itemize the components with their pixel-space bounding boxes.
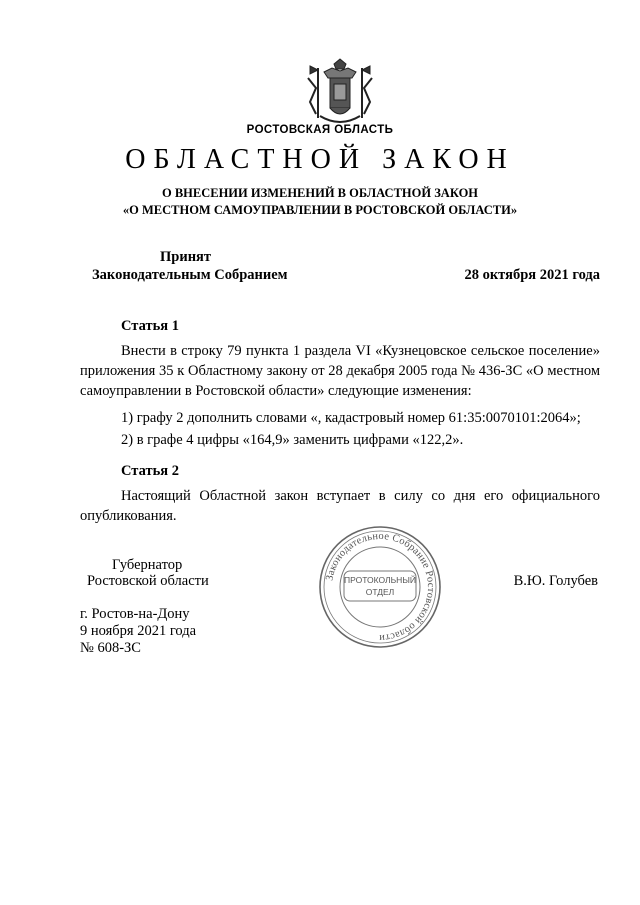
official-stamp xyxy=(316,523,444,651)
document-type-title: ОБЛАСТНОЙ ЗАКОН xyxy=(125,144,515,175)
article-1-heading: Статья 1 xyxy=(121,318,179,334)
stamp-center-line-2: ОТДЕЛ xyxy=(365,587,395,597)
law-number: № 608-ЗС xyxy=(80,640,141,656)
issue-details xyxy=(80,606,196,657)
coat-of-arms-icon xyxy=(300,58,380,128)
adoption-label: Принят xyxy=(160,249,212,265)
issue-date: 9 ноября 2021 года xyxy=(80,623,197,639)
article-1-text xyxy=(80,341,600,401)
issue-city: г. Ростов-на-Дону xyxy=(80,606,190,622)
article-1-item-1: 1) графу 2 дополнить словами «, кадастровый номер 61:35:0070101:2064»; xyxy=(121,410,581,426)
adoption-body: Законодательным Собранием xyxy=(92,267,288,283)
adoption-date: 28 октября 2021 года xyxy=(464,267,600,283)
signatory-region: Ростовской области xyxy=(87,573,209,589)
stamp-ring-text: Законодательное Собрание Ростовской области xyxy=(324,530,437,644)
signatory-name: В.Ю. Голубев xyxy=(513,573,598,589)
signatory-title: Губернатор xyxy=(112,557,183,573)
document-subtitle-line-1: О ВНЕСЕНИИ ИЗМЕНЕНИЙ В ОБЛАСТНОЙ ЗАКОН xyxy=(161,186,479,200)
stamp-center-line-1: ПРОТОКОЛЬНЫЙ xyxy=(344,575,416,585)
document-subtitle-line-2: «О МЕСТНОМ САМОУПРАВЛЕНИИ В РОСТОВСКОЙ ОБЛАСТИ» xyxy=(122,203,518,217)
article-1-paragraph: Внести в строку 79 пункта 1 раздела VI «Кузнецовское сельское поселение» приложения 35 к Областному закону от 28 декабря 2005 года № 436-ЗС «О местном самоуправлении в Ростовской области» следующие изменения: xyxy=(80,343,600,399)
region-name: РОСТОВСКАЯ ОБЛАСТЬ xyxy=(246,124,394,136)
article-2-heading: Статья 2 xyxy=(121,463,179,479)
article-2-text xyxy=(80,486,600,526)
article-1-item-2: 2) в графе 4 цифры «164,9» заменить цифрами «122,2». xyxy=(121,432,464,448)
article-2-paragraph: Настоящий Областной закон вступает в силу со дня его официального опубликования. xyxy=(80,488,600,524)
